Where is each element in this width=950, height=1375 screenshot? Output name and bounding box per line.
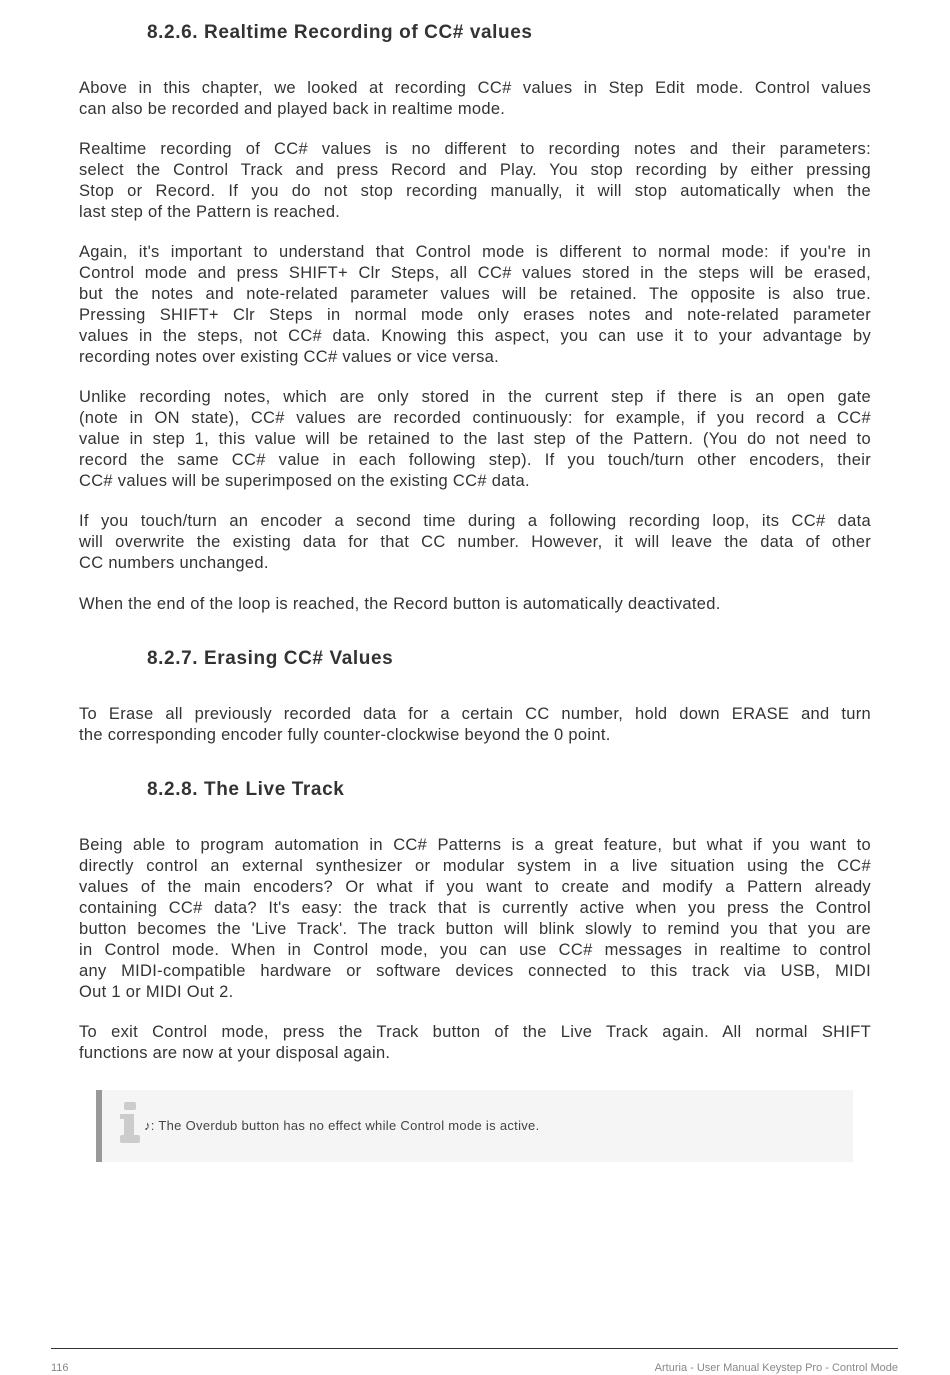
- text-line: can also be recorded and played back in realtime mode.: [79, 100, 506, 118]
- section-heading-realtime-recording: 8.2.6. Realtime Recording of CC# values: [147, 22, 533, 43]
- text-line: Unlike recording notes, which are only stored in the current step if there is an open gate: [79, 388, 871, 406]
- page-number: 116: [51, 1362, 69, 1374]
- paragraph: [79, 1022, 871, 1064]
- paragraph: [79, 704, 871, 746]
- text-line: Stop or Record. If you do not stop recording manually, it will stop automatically when the: [79, 182, 871, 200]
- text-line: Realtime recording of CC# values is no different to recording notes and their parameters:: [79, 140, 871, 158]
- text-line: in Control mode. When in Control mode, you can use CC# messages in realtime to control: [79, 941, 871, 959]
- paragraph: [79, 78, 871, 120]
- text-line: the corresponding encoder fully counter-clockwise beyond the 0 point.: [79, 726, 611, 744]
- text-line: recording notes over existing CC# values or vice versa.: [79, 348, 500, 366]
- text-line: any MIDI-compatible hardware or software devices connected to this track via USB, MIDI: [79, 962, 871, 980]
- text-line: To Erase all previously recorded data for a certain CC number, hold down ERASE and turn: [79, 705, 871, 723]
- text-line: select the Control Track and press Record and Play. You stop recording by either pressing: [79, 161, 871, 179]
- paragraph: [79, 511, 871, 574]
- section-heading-live-track: 8.2.8. The Live Track: [147, 779, 345, 800]
- text-line: value in step 1, this value will be retained to the last step of the Pattern. (You do not need to: [79, 430, 871, 448]
- note-text: ♪: The Overdub button has no effect while Control mode is active.: [144, 1118, 540, 1133]
- note-box: [96, 1090, 853, 1162]
- text-line: button becomes the 'Live Track'. The track button will blink slowly to remind you that you are: [79, 920, 871, 938]
- paragraph: [79, 594, 871, 615]
- text-line: (note in ON state), CC# values are recorded continuously: for example, if you record a CC#: [79, 409, 871, 427]
- text-line: Out 1 or MIDI Out 2.: [79, 983, 234, 1001]
- text-line: containing CC# data? It's easy: the track that is currently active when you press the Control: [79, 899, 871, 917]
- text-line: Pressing SHIFT+ Clr Steps in normal mode only erases notes and note-related parameter: [79, 306, 871, 324]
- text-line: record the same CC# value in each following step). If you touch/turn other encoders, their: [79, 451, 871, 469]
- text-line: Being able to program automation in CC# Patterns is a great feature, but what if you want to: [79, 836, 871, 854]
- footer-title: Arturia - User Manual Keystep Pro - Control Mode: [654, 1362, 898, 1374]
- paragraph: [79, 835, 871, 1003]
- text-line: If you touch/turn an encoder a second time during a following recording loop, its CC# data: [79, 512, 871, 530]
- text-line: values in the steps, not CC# data. Knowing this aspect, you can use it to your advantage by: [79, 327, 871, 345]
- text-line: but the notes and note-related parameter values will be retained. The opposite is also true.: [79, 285, 871, 303]
- footer-divider: [51, 1348, 898, 1349]
- text-line: CC numbers unchanged.: [79, 554, 269, 572]
- text-line: Above in this chapter, we looked at recording CC# values in Step Edit mode. Control values: [79, 79, 871, 97]
- info-icon: [120, 1102, 140, 1144]
- paragraph: [79, 139, 871, 223]
- text-line: directly control an external synthesizer or modular system in a live situation using the CC#: [79, 857, 871, 875]
- text-line: When the end of the loop is reached, the Record button is automatically deactivated.: [79, 595, 721, 613]
- paragraph: [79, 242, 871, 368]
- text-line: Control mode and press SHIFT+ Clr Steps, all CC# values stored in the steps will be erased,: [79, 264, 871, 282]
- text-line: To exit Control mode, press the Track button of the Live Track again. All normal SHIFT: [79, 1023, 871, 1041]
- section-heading-erasing-cc: 8.2.7. Erasing CC# Values: [147, 648, 394, 669]
- paragraph: [79, 387, 871, 492]
- text-line: values of the main encoders? Or what if you want to create and modify a Pattern already: [79, 878, 871, 896]
- text-line: functions are now at your disposal again.: [79, 1044, 391, 1062]
- text-line: Again, it's important to understand that Control mode is different to normal mode: if you're in: [79, 243, 871, 261]
- text-line: will overwrite the existing data for that CC number. However, it will leave the data of other: [79, 533, 871, 551]
- text-line: last step of the Pattern is reached.: [79, 203, 341, 221]
- text-line: CC# values will be superimposed on the existing CC# data.: [79, 472, 530, 490]
